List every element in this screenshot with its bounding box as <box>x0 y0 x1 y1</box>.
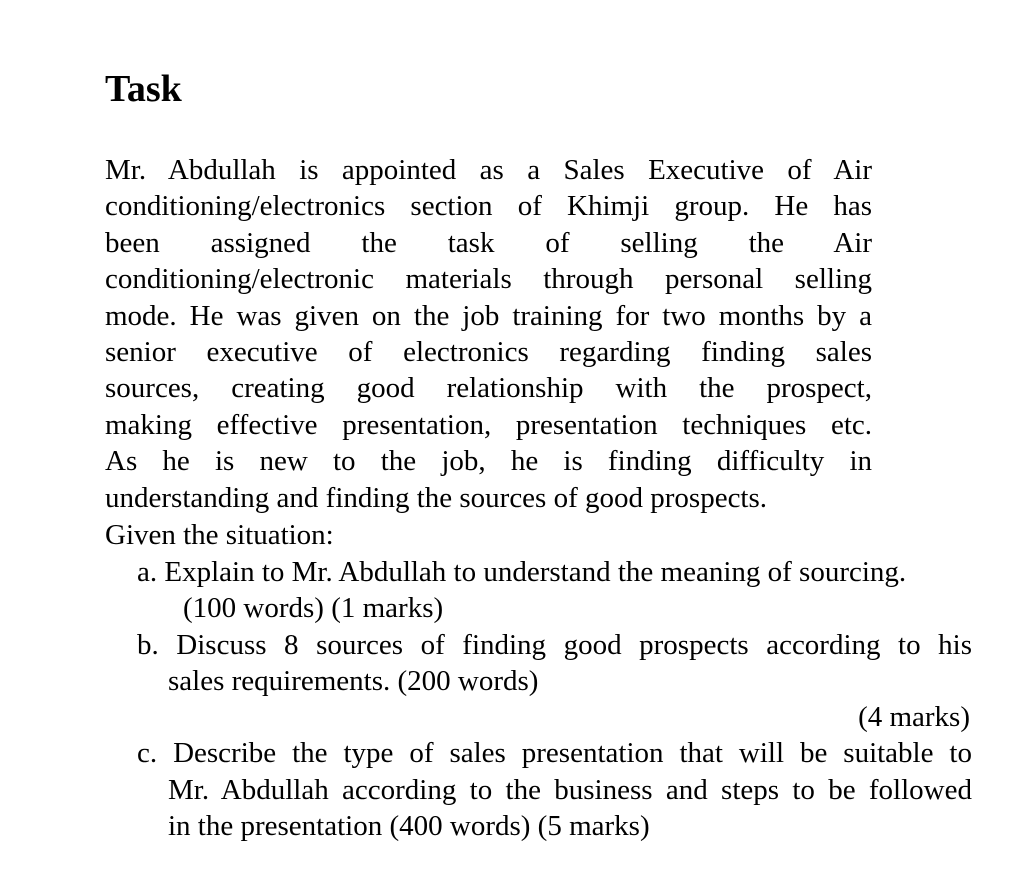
question-b-line-2: sales requirements. (200 words) <box>168 665 539 697</box>
given-situation-label: Given the situation: <box>105 519 334 551</box>
paragraph-line: understanding and finding the sources of good prospects. <box>105 481 768 514</box>
question-c-line-1: c. Describe the type of sales presentation that will be suitable to <box>137 737 972 769</box>
question-a-line-2: (100 words) (1 marks) <box>183 592 444 624</box>
page-title: Task <box>105 68 182 110</box>
paragraph-line: making effective presentation, presentation techniques etc. <box>105 408 872 441</box>
question-c-line-2: Mr. Abdullah according to the business and steps to be followed <box>168 774 972 806</box>
question-c-line-3: in the presentation (400 words) (5 marks) <box>168 810 650 842</box>
paragraph-line: conditioning/electronics section of Khimji group. He has <box>105 190 872 223</box>
question-b-marks: (4 marks) <box>858 701 970 733</box>
question-b-line-1: b. Discuss 8 sources of finding good prospects according to his <box>137 629 972 661</box>
paragraph-line: sources, creating good relationship with the prospect, <box>105 372 872 405</box>
paragraph-line: Mr. Abdullah is appointed as a Sales Executive of Air <box>105 154 872 186</box>
paragraph-line: conditioning/electronic materials through personal selling <box>105 263 872 296</box>
paragraph-line: As he is new to the job, he is finding difficulty in <box>105 445 872 478</box>
question-a-line-1: a. Explain to Mr. Abdullah to understand the meaning of sourcing. <box>137 556 907 588</box>
paragraph-line: senior executive of electronics regarding finding sales <box>105 336 872 369</box>
scenario-paragraph <box>105 152 872 516</box>
paragraph-line: mode. He was given on the job training for two months by a <box>105 299 872 332</box>
paragraph-line: been assigned the task of selling the Air <box>105 226 872 259</box>
